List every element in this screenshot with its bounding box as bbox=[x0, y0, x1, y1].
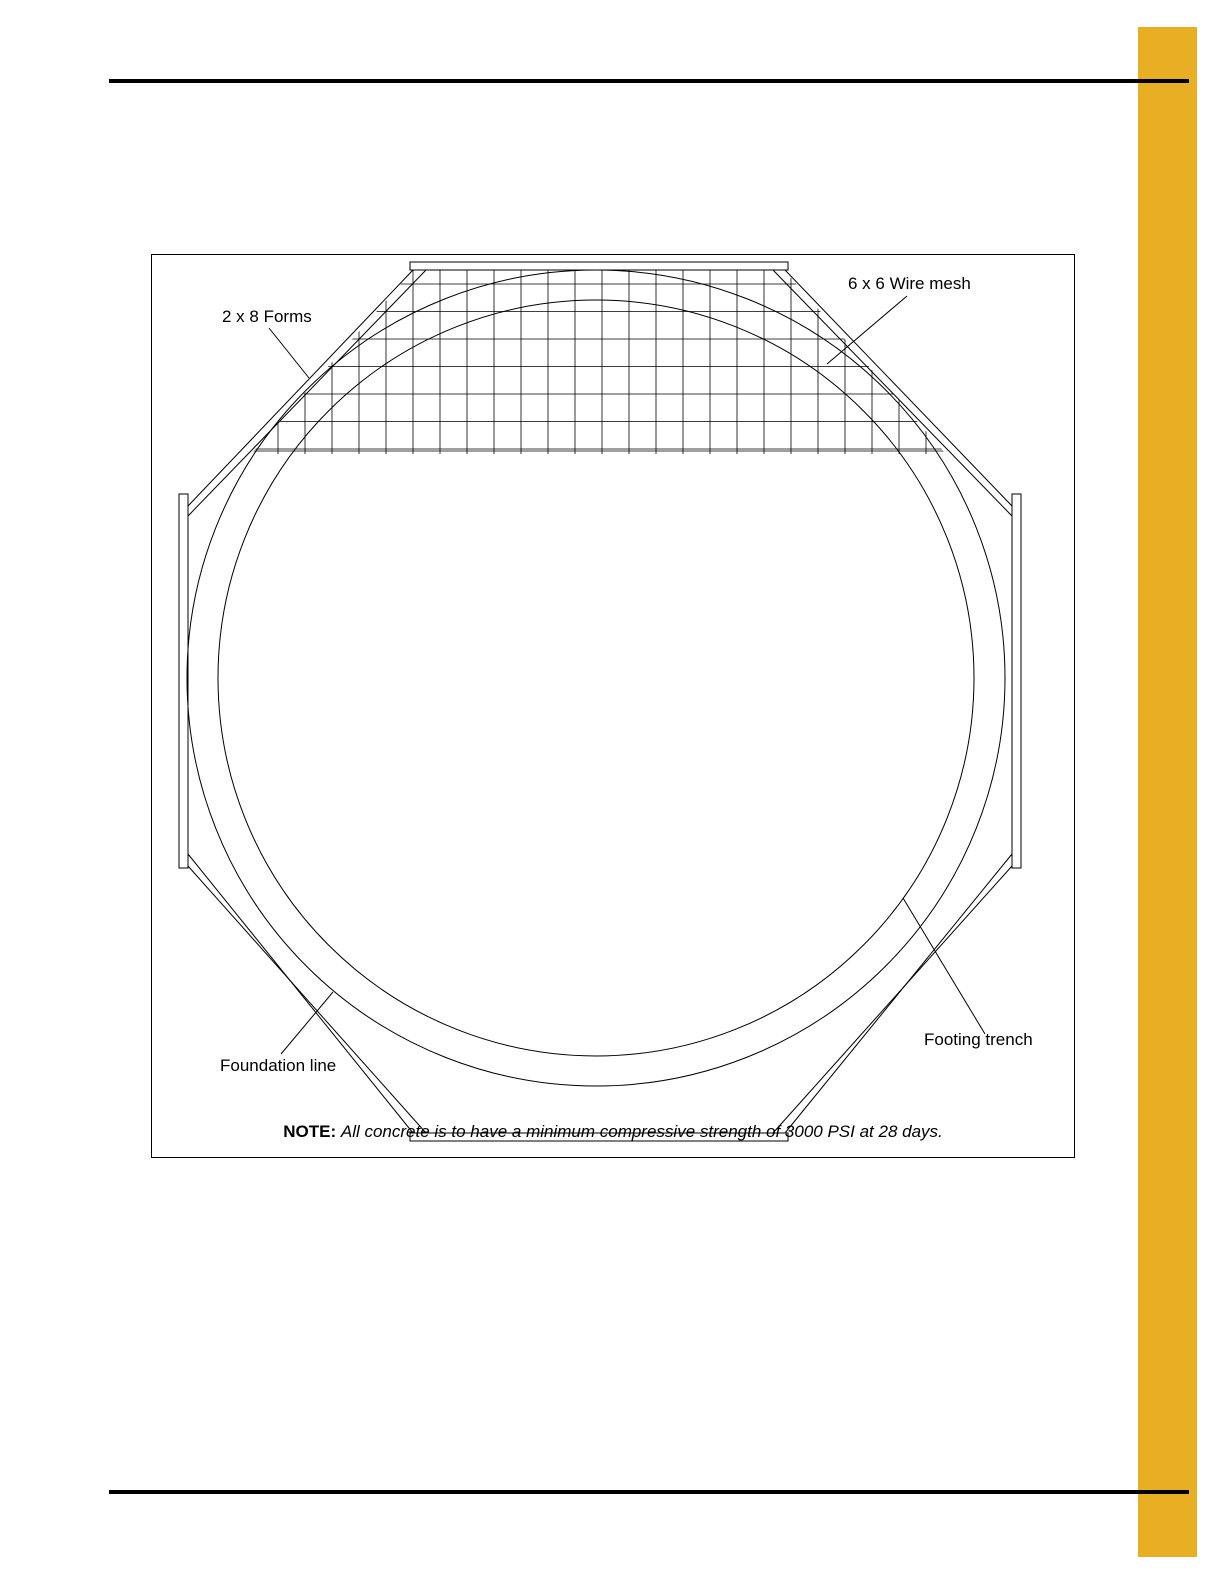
figure-border bbox=[152, 255, 1075, 1158]
form-board-diag-bl-a bbox=[188, 854, 413, 1133]
label-wire-mesh: 6 x 6 Wire mesh bbox=[848, 274, 971, 293]
note-prefix: NOTE: bbox=[283, 1122, 337, 1141]
foundation-outer-circle bbox=[187, 270, 1005, 1086]
header-rule bbox=[109, 79, 1189, 83]
section-tab bbox=[1138, 27, 1197, 1557]
foundation-diagram bbox=[151, 254, 1075, 1158]
mesh-leader bbox=[827, 296, 907, 364]
foundation-figure bbox=[151, 254, 1075, 1158]
concrete-note bbox=[151, 1122, 1075, 1142]
form-board-diag-tr-a bbox=[785, 270, 1012, 506]
trench-leader bbox=[903, 898, 985, 1034]
form-board-top bbox=[410, 262, 788, 270]
form-board-right bbox=[1012, 494, 1021, 868]
label-footing-trench: Footing trench bbox=[924, 1030, 1033, 1049]
forms-leader bbox=[269, 328, 309, 378]
form-board-diag-br-b bbox=[773, 866, 1012, 1133]
note-text: All concrete is to have a minimum compressive strength of 3000 PSI at 28 days. bbox=[340, 1122, 943, 1141]
label-foundation-line: Foundation line bbox=[220, 1056, 337, 1075]
form-board-diag-bl-b bbox=[188, 866, 426, 1133]
footer-rule bbox=[109, 1490, 1189, 1494]
label-2x8-forms: 2 x 8 Forms bbox=[222, 307, 312, 326]
form-board-diag-tl-a bbox=[188, 270, 413, 506]
foundation-inner-circle bbox=[218, 300, 974, 1056]
form-board-diag-tr-b bbox=[773, 270, 1012, 516]
